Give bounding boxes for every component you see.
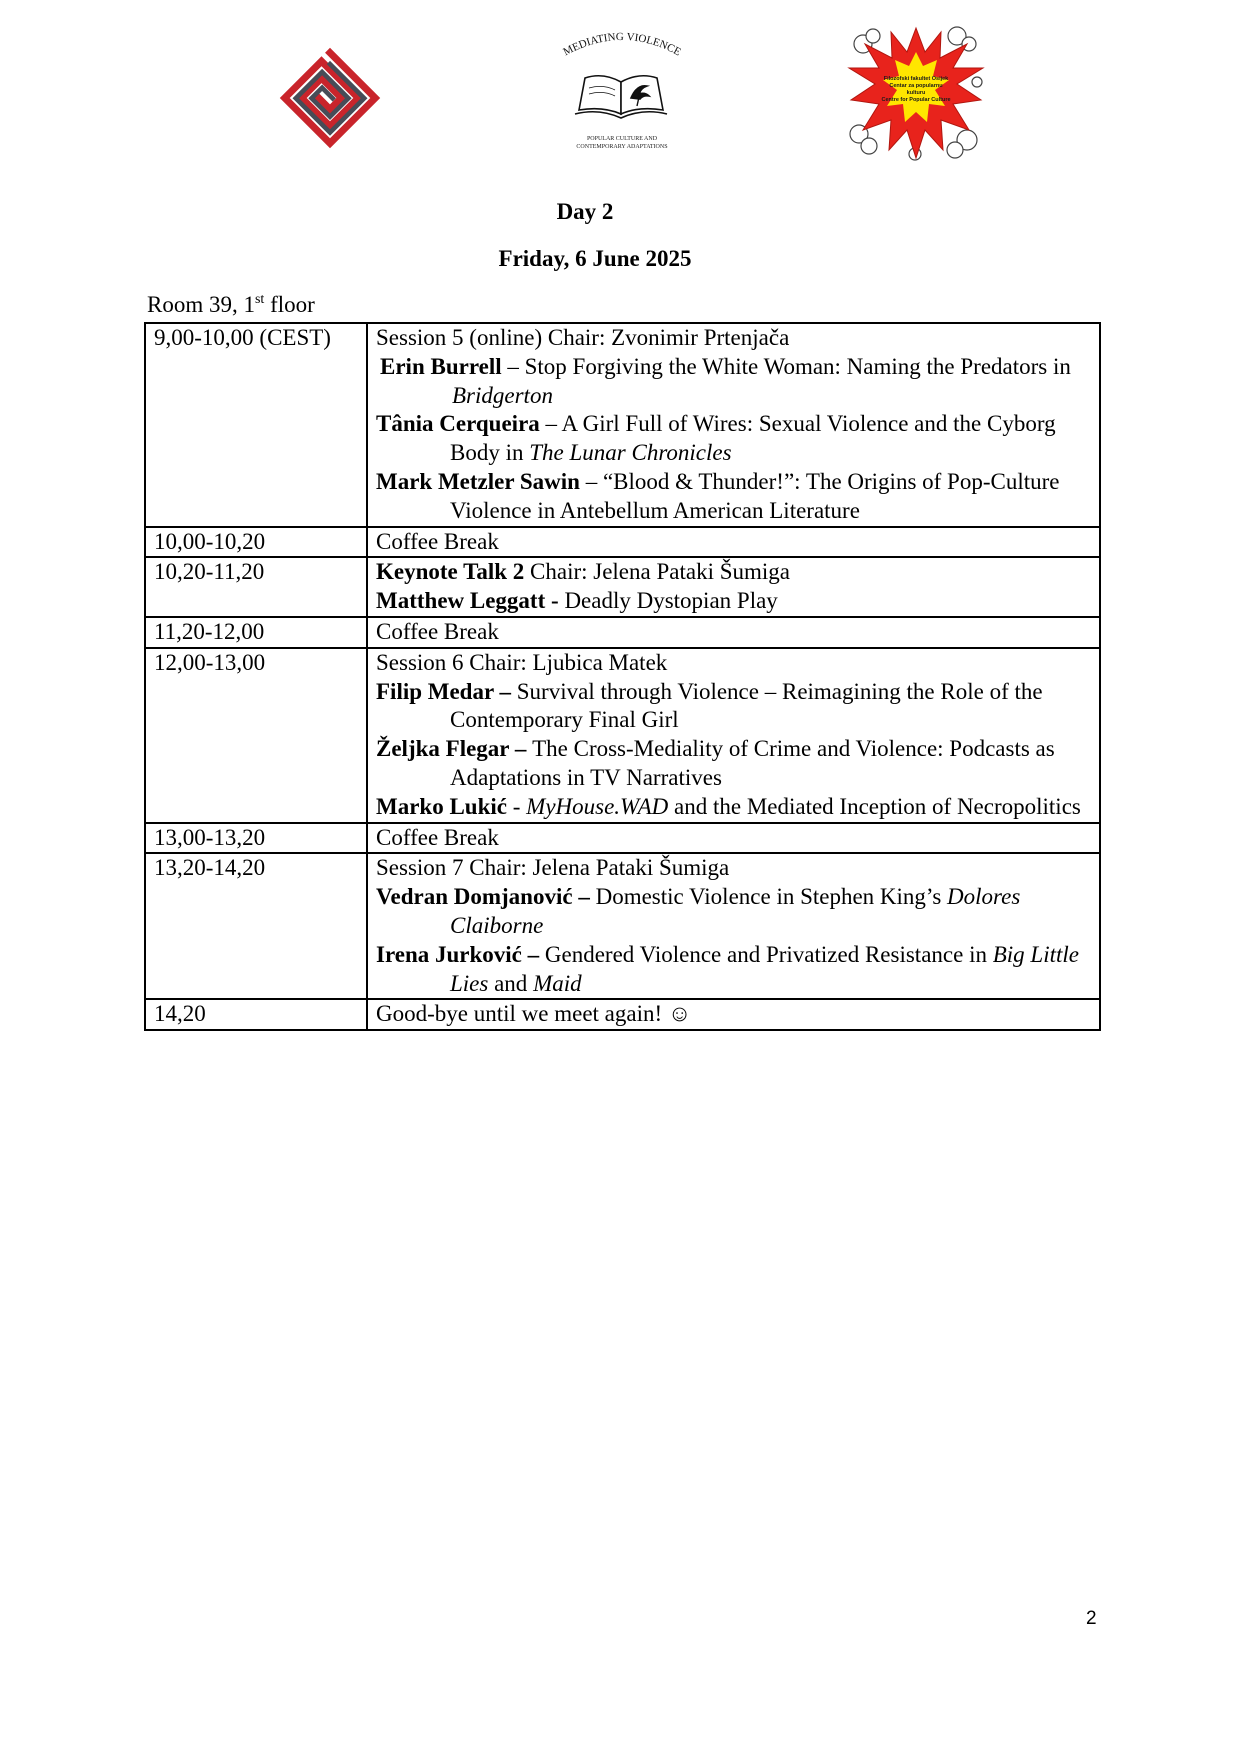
talk-entry: Vedran Domjanović – Domestic Violence in Stephen King’s Dolores Claiborne: [376, 884, 1021, 938]
talk-author: Željka Flegar: [376, 736, 510, 762]
time-cell: 11,20-12,00: [145, 617, 367, 648]
comic-explosion-icon: [845, 22, 987, 164]
talk-entry: Tânia Cerqueira – A Girl Full of Wires: Sexual Violence and the Cyborg Body in The Lunar Chronicles: [376, 411, 1056, 466]
page-number: 2: [1086, 1608, 1097, 1629]
table-row: [145, 527, 1100, 558]
logo-bar: [0, 0, 1242, 180]
logo-caption-line2: CONTEMPORARY ADAPTATIONS: [576, 144, 668, 150]
table-row: [145, 648, 1100, 823]
table-row: [145, 323, 1100, 527]
session-header: Session 7 Chair: Jelena Pataki Šumiga: [376, 855, 730, 881]
talk-entry: Marko Lukić - MyHouse.WAD and the Mediated Inception of Necropolitics: [376, 793, 1081, 819]
session-cell: [367, 323, 1100, 527]
talk-entry: Irena Jurković – Gendered Violence and Privatized Resistance in Big Little Lies and Maid: [376, 941, 1079, 996]
break-cell: Coffee Break: [367, 527, 1100, 558]
session-header: Session 6 Chair: Ljubica Matek: [376, 649, 668, 675]
time-cell: 12,00-13,00: [145, 648, 367, 823]
talk-author: Mark Metzler Sawin: [376, 468, 580, 494]
svg-text:MEDIATING VIOLENCE: [561, 31, 683, 59]
time-cell: 13,00-13,20: [145, 823, 367, 854]
maze-logo-icon: [276, 44, 384, 152]
logo-caption-line1: POPULAR CULTURE AND: [586, 136, 658, 142]
talk-author: Marko Lukić: [376, 793, 507, 819]
talk-author: Vedran Domjanović: [376, 884, 573, 910]
schedule-table: [144, 322, 1101, 1031]
talk-entry: Mark Metzler Sawin – “Blood & Thunder!”: The Origins of Pop-Culture Violence in Antebellum American Literature: [376, 468, 1060, 523]
session-cell: [367, 557, 1100, 617]
talk-author: Irena Jurković: [376, 941, 522, 967]
burst-text-line1: Filozofski fakultet Osijek: [883, 76, 949, 82]
session-header: Keynote Talk 2 Chair: Jelena Pataki Šumiga: [376, 559, 790, 585]
burst-text-line3: kulturu: [906, 90, 926, 96]
room-label: Room 39, 1st floor: [147, 292, 315, 317]
talk-author: Tânia Cerqueira: [376, 411, 540, 437]
table-row: [145, 853, 1100, 999]
talk-author: Erin Burrell: [380, 353, 502, 379]
closing-cell: Good-bye until we meet again! ☺: [367, 999, 1100, 1030]
burst-text-line2: Centar za popularnu: [889, 83, 943, 89]
break-cell: Coffee Break: [367, 617, 1100, 648]
talk-author: Matthew Leggatt: [376, 588, 546, 614]
session-header: Session 5 (online) Chair: Zvonimir Prtenjača: [376, 325, 790, 350]
open-book-icon: [575, 76, 667, 118]
table-row: [145, 999, 1100, 1030]
talk-entry: Erin Burrell – Stop Forgiving the White Woman: Naming the Predators in Bridgerton: [380, 353, 1071, 408]
logo-arc-text: MEDIATING VIOLENCE: [561, 30, 683, 59]
talk-entry: Željka Flegar – The Cross-Mediality of Crime and Violence: Podcasts as Adaptations in TV Narratives: [376, 736, 1055, 790]
time-cell: 10,20-11,20: [145, 557, 367, 617]
talk-entry: Filip Medar – Survival through Violence – Reimagining the Role of the Contemporary Final Girl: [376, 678, 1043, 733]
session-cell: [367, 853, 1100, 999]
time-cell: 14,20: [145, 999, 367, 1030]
time-cell: 10,00-10,20: [145, 527, 367, 558]
day-title: Day 2: [556, 199, 614, 224]
mediating-violence-logo: [555, 28, 689, 156]
time-cell: 9,00-10,00 (CEST): [145, 323, 367, 527]
table-row: [145, 617, 1100, 648]
talk-entry: Matthew Leggatt - Deadly Dystopian Play: [376, 588, 778, 614]
table-row: [145, 557, 1100, 617]
date-title: Friday, 6 June 2025: [498, 246, 692, 271]
break-cell: Coffee Break: [367, 823, 1100, 854]
burst-text-line4: Centre for Popular Culture: [881, 97, 951, 103]
talk-author: Filip Medar: [376, 678, 494, 704]
time-cell: 13,20-14,20: [145, 853, 367, 999]
table-row: [145, 823, 1100, 854]
session-cell: [367, 648, 1100, 823]
